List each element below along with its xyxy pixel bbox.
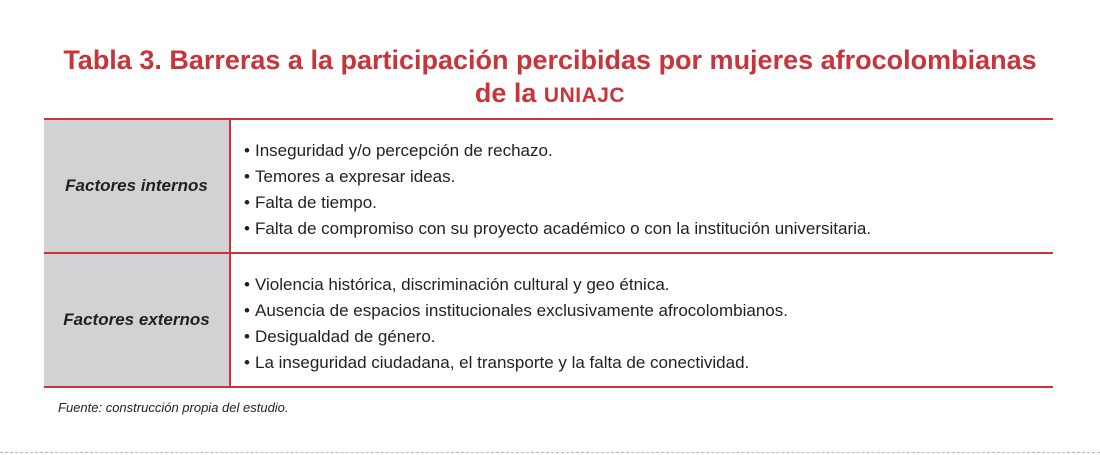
barriers-table bbox=[44, 118, 1053, 388]
table-title bbox=[0, 44, 1100, 112]
list-item bbox=[244, 272, 1053, 298]
page-divider bbox=[0, 452, 1100, 453]
row-label-external: Factores externos bbox=[44, 254, 231, 386]
table-row bbox=[44, 120, 1053, 252]
row-items-internal bbox=[231, 120, 1053, 252]
list-item-text: Falta de tiempo. bbox=[255, 193, 377, 212]
bullet: • bbox=[244, 301, 250, 320]
bullet: • bbox=[244, 193, 250, 212]
list-item-text: Temores a expresar ideas. bbox=[255, 167, 456, 186]
table-title-acronym: UNIAJC bbox=[543, 84, 626, 107]
list-item-text: Violencia histórica, discriminación cultural y geo étnica. bbox=[255, 275, 670, 294]
list-item bbox=[244, 298, 1053, 324]
list-item bbox=[244, 216, 1053, 242]
bullet: • bbox=[244, 327, 250, 346]
bullet: • bbox=[244, 275, 250, 294]
bullet: • bbox=[244, 219, 250, 238]
table-row bbox=[44, 252, 1053, 386]
table-title-line1: Tabla 3. Barreras a la participación percibidas por mujeres afrocolombianas bbox=[63, 45, 1037, 75]
source-note: Fuente: construcción propia del estudio. bbox=[58, 400, 289, 415]
list-item-text: Falta de compromiso con su proyecto académico o con la institución universitaria. bbox=[255, 219, 872, 238]
list-item-text: Inseguridad y/o percepción de rechazo. bbox=[255, 141, 553, 160]
list-item-text: Desigualdad de género. bbox=[255, 327, 436, 346]
bullet: • bbox=[244, 141, 250, 160]
bullet: • bbox=[244, 167, 250, 186]
list-item bbox=[244, 138, 1053, 164]
list-item-text: Ausencia de espacios institucionales exclusivamente afrocolombianos. bbox=[255, 301, 788, 320]
table-title-line2 bbox=[0, 77, 1100, 112]
list-item bbox=[244, 324, 1053, 350]
row-items-external bbox=[231, 254, 1053, 386]
row-label-internal: Factores internos bbox=[44, 120, 231, 252]
list-item bbox=[244, 164, 1053, 190]
list-item bbox=[244, 190, 1053, 216]
list-item-text: La inseguridad ciudadana, el transporte y la falta de conectividad. bbox=[255, 353, 750, 372]
list-item bbox=[244, 350, 1053, 376]
bullet: • bbox=[244, 353, 250, 372]
table-title-prefix: de la bbox=[474, 78, 537, 108]
